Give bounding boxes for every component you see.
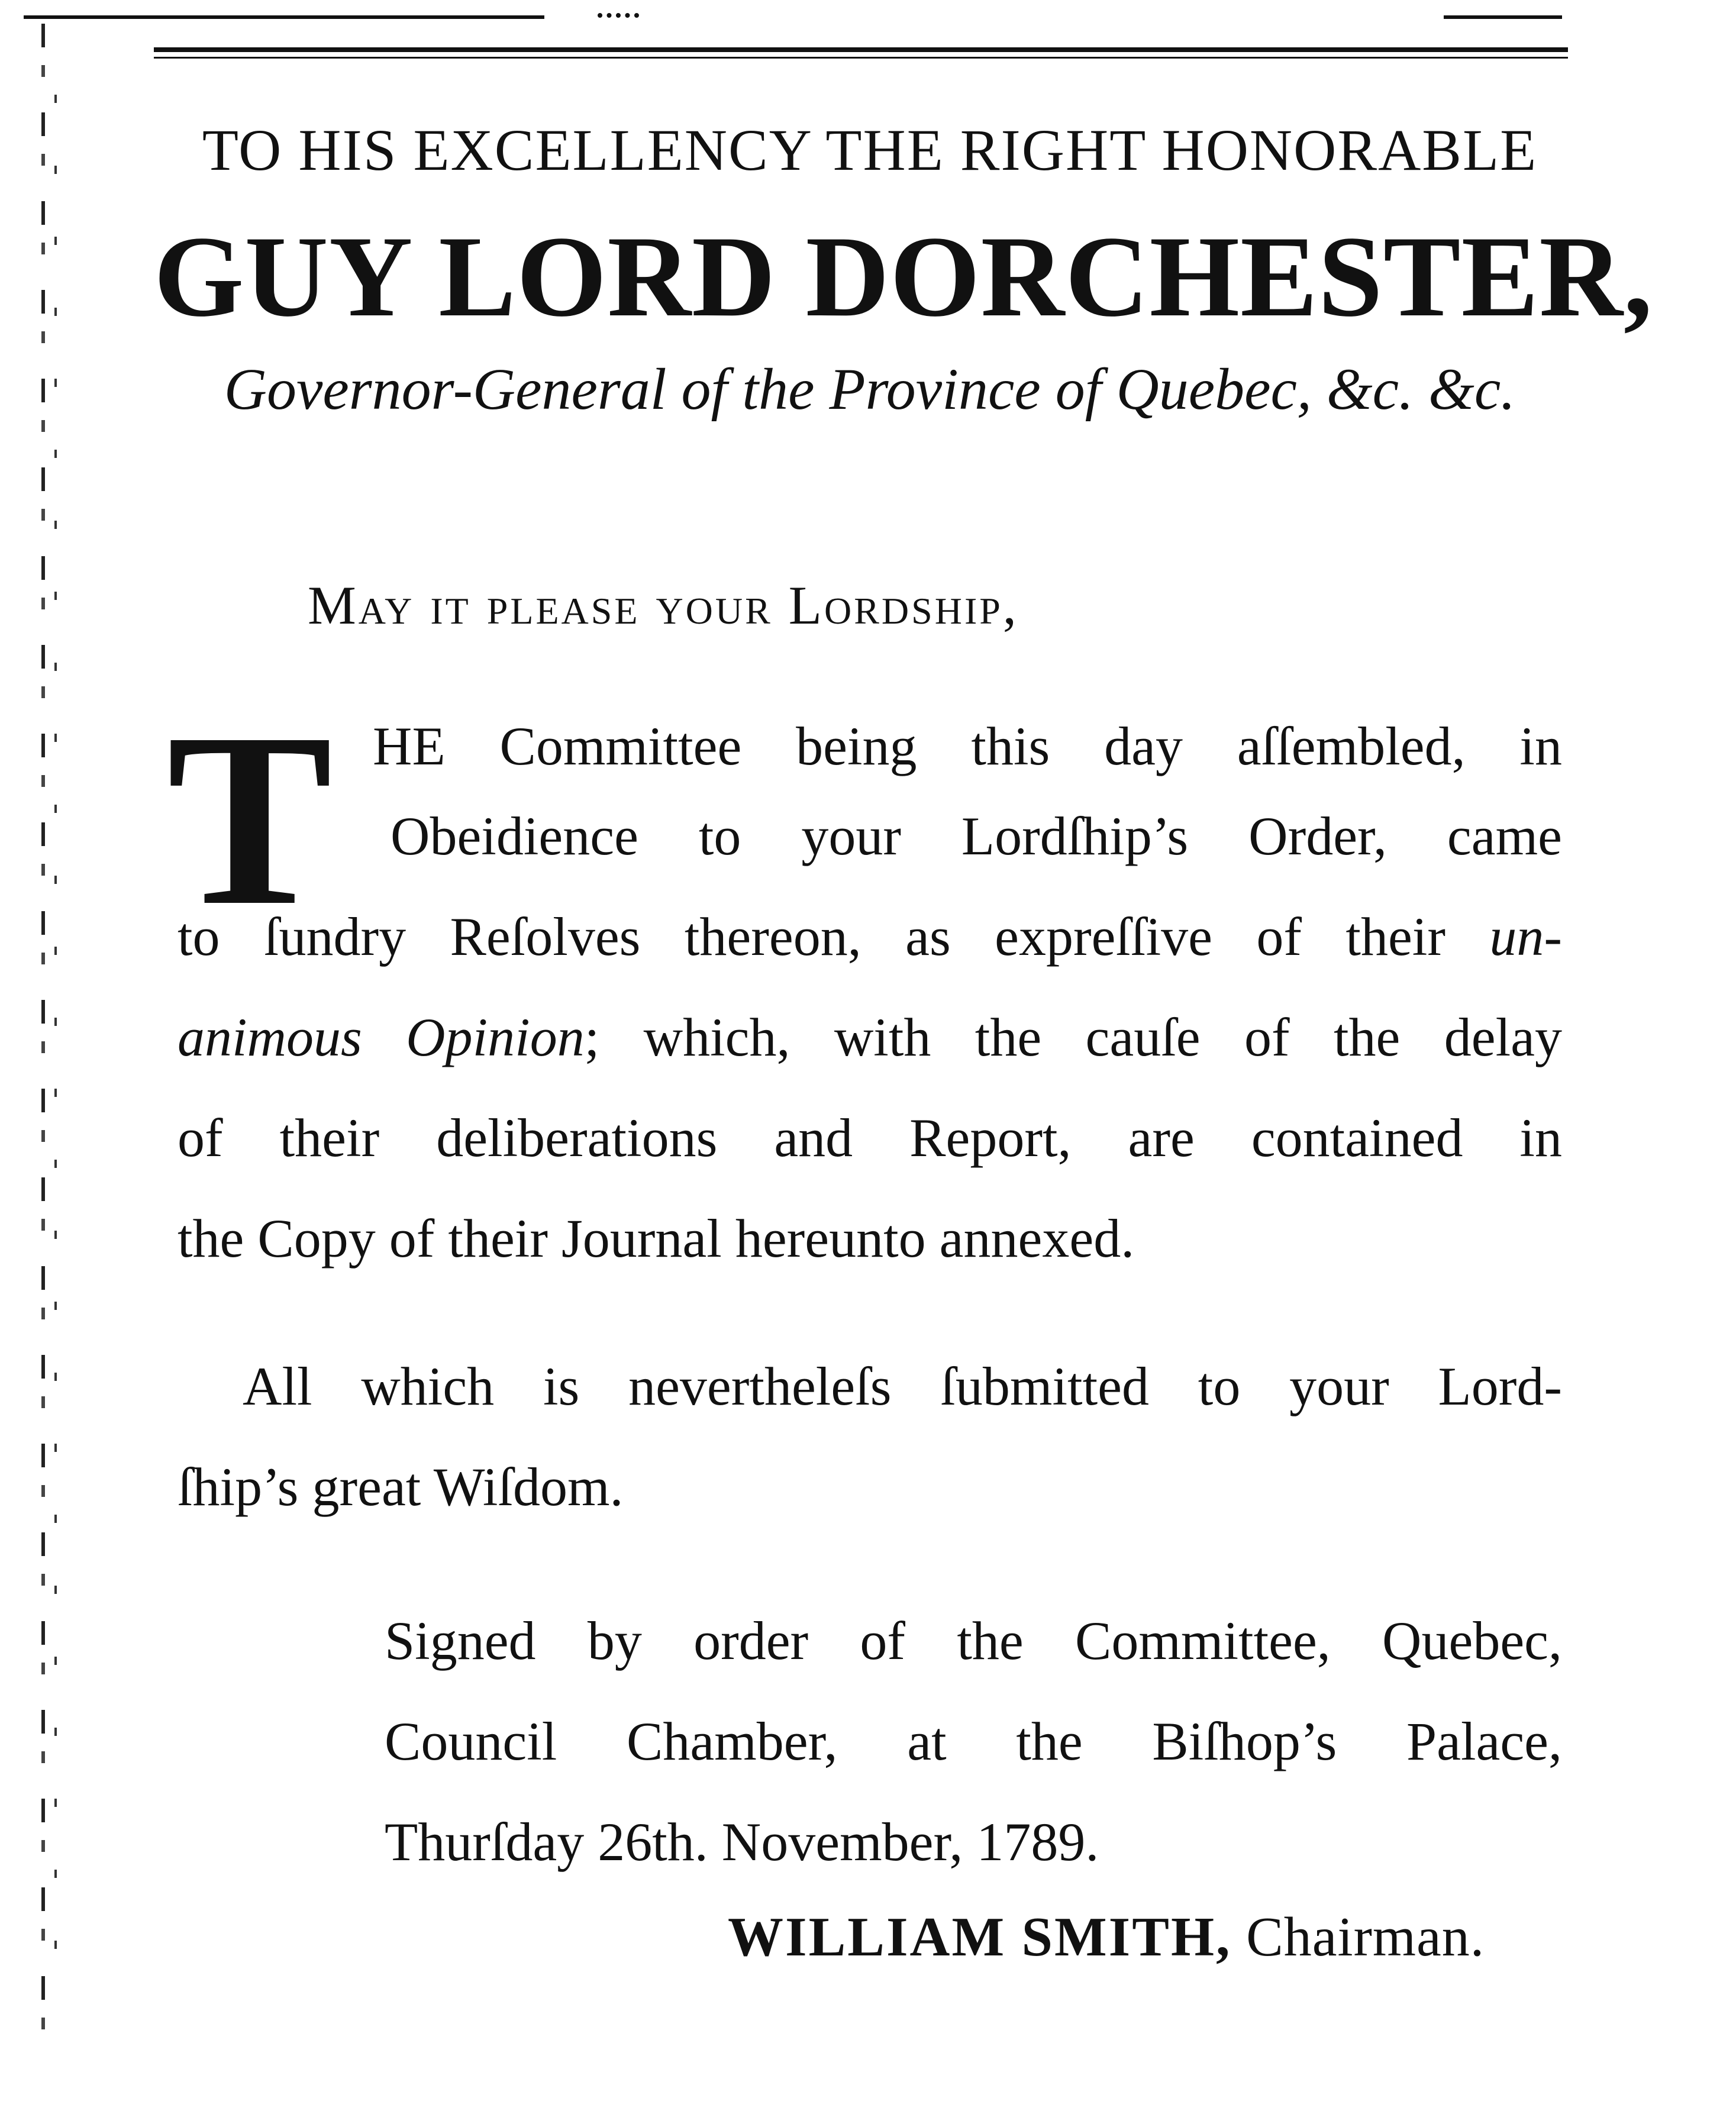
paragraph1-line-4-roman: ; which, with the cauſe of the delay [584,1007,1562,1067]
address-line-1: TO HIS EXCELLENCY THE RIGHT HONORABLE [202,117,1538,183]
paragraph1-line-3-roman: to ſundry Reſolves thereon, as expreſſive of their [178,906,1490,967]
binding-edge-marks [54,95,57,1988]
top-rule-left [24,15,544,19]
paragraph1-line-3 [178,905,1562,968]
paragraph2-line-2: ſhip’s great Wiſdom. [178,1457,624,1517]
header-double-rule-thin [154,57,1568,59]
paragraph1-line-4 [178,1006,1562,1069]
top-rule-dots [598,13,639,24]
paragraph1-line-3-italic: un- [1489,906,1562,967]
address-recipient-name: GUY LORD DORCHESTER, [154,212,1653,341]
address-title: Governor-General of the Province of Quebec, &c. &c. [224,356,1516,422]
paragraph1-line-1: HE Committee being this day aſſembled, in [373,716,1562,776]
signature [728,1905,1485,1969]
paragraph1-line-4-italic: animous Opinion [178,1007,585,1067]
drop-cap: T [167,682,333,957]
top-rule-right [1444,15,1562,19]
header-double-rule-thick [154,47,1568,52]
signature-name: WILLIAM SMITH, [728,1906,1232,1968]
signoff-line-2: Council Chamber, at the Biſhop’s Palace, [385,1711,1562,1771]
paragraph2-line-1: All which is nevertheleſs ſubmitted to your Lord- [243,1356,1562,1416]
binding-edge [41,24,45,2059]
paragraph1-line-2: Obeidience to your Lordſhip’s Order, came [391,806,1562,866]
paragraph1-line-6: the Copy of their Journal hereunto annexed. [178,1208,1135,1269]
signoff-line-3: Thurſday 26th. November, 1789. [385,1812,1099,1872]
signoff-line-1: Signed by order of the Committee, Quebec, [385,1610,1562,1671]
paragraph1-line-5: of their deliberations and Report, are contained in [178,1108,1562,1168]
salutation: May it please your Lordship, [308,575,1019,635]
signature-title: Chairman. [1231,1906,1485,1968]
